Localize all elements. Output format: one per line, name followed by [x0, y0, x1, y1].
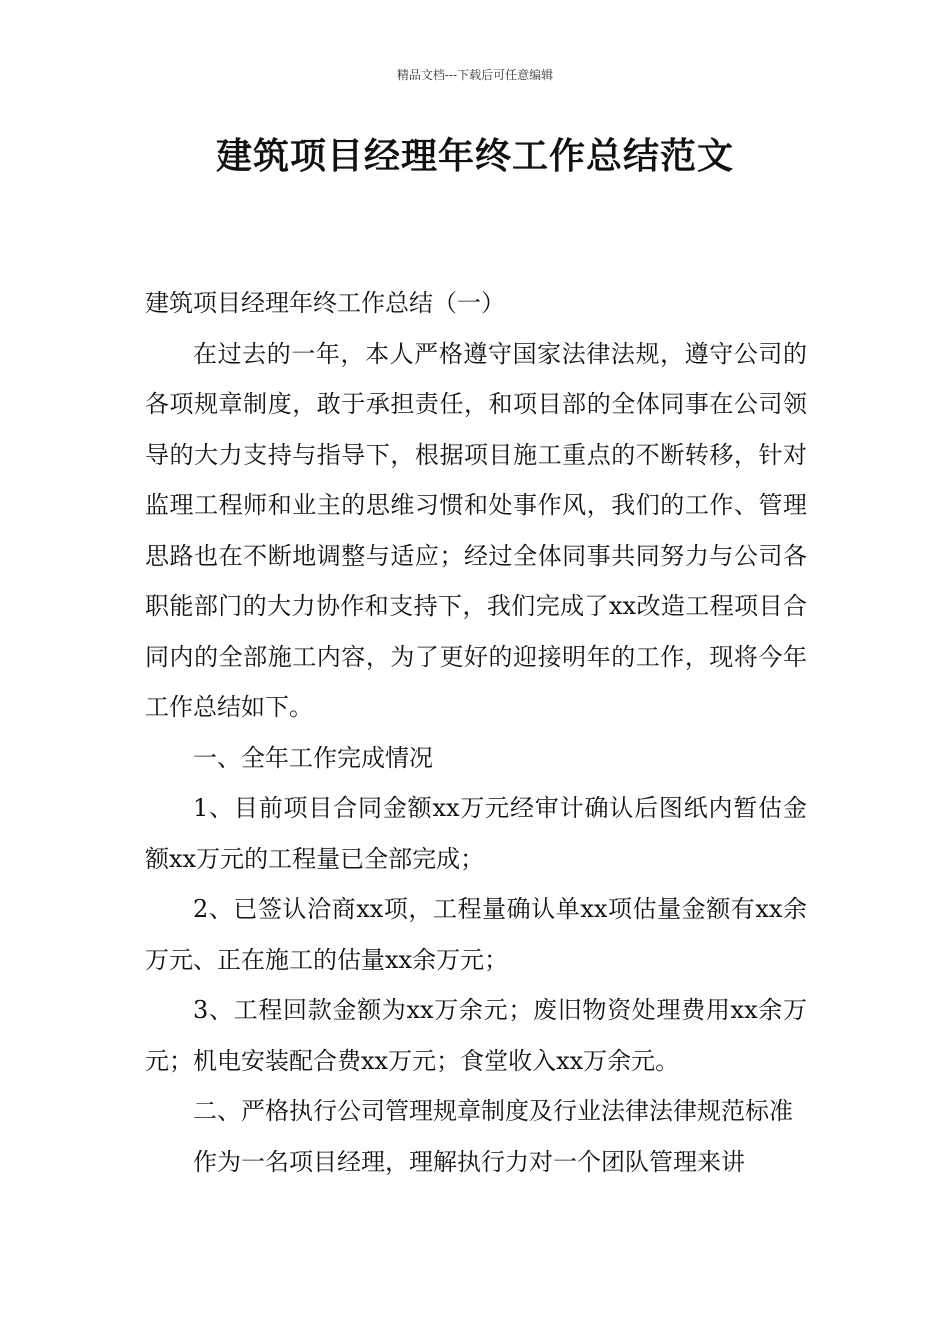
list-item-1: 1、目前项目合同金额xx万元经审计确认后图纸内暂估金额xx万元的工程量已全部完成； — [145, 794, 807, 873]
subheading-regulations: 二、严格执行公司管理规章制度及行业法律法律规范标准 — [193, 1097, 793, 1125]
list-item-3: 3、工程回款金额为xx万余元；废旧物资处理费用xx余万元；机电安装配合费xx万元；食堂收入xx万余元。 — [145, 996, 807, 1075]
list-item-2: 2、已签认洽商xx项，工程量确认单xx项估量金额有xx余万元、正在施工的估量xx余万元； — [145, 895, 807, 974]
paragraph-intro: 在过去的一年，本人严格遵守国家法律法规，遵守公司的各项规章制度，敢于承担责任，和项目部的全体同事在公司领导的大力支持与指导下，根据项目施工重点的不断转移，针对监理工程师和业主的思维习惯和处事作风，我们的工作、管理思路也在不断地调整与适应；经过全体同事共同努力与公司各职能部门的大力协作和支持下，我们完成了xx改造工程项目合同内的全部施工内容，为了更好的迎接明年的工作，现将今年工作总结如下。 — [145, 339, 807, 721]
subheading-work-completion: 一、全年工作完成情况 — [193, 743, 433, 772]
section-heading: 建筑项目经理年终工作总结（一） — [145, 289, 505, 317]
paragraph-execution: 作为一名项目经理，理解执行力对一个团队管理来讲 — [193, 1147, 745, 1176]
header-note: 精品文档---下载后可任意编辑 — [396, 68, 554, 82]
document-body — [145, 278, 807, 1187]
document-title: 建筑项目经理年终工作总结范文 — [215, 136, 734, 177]
